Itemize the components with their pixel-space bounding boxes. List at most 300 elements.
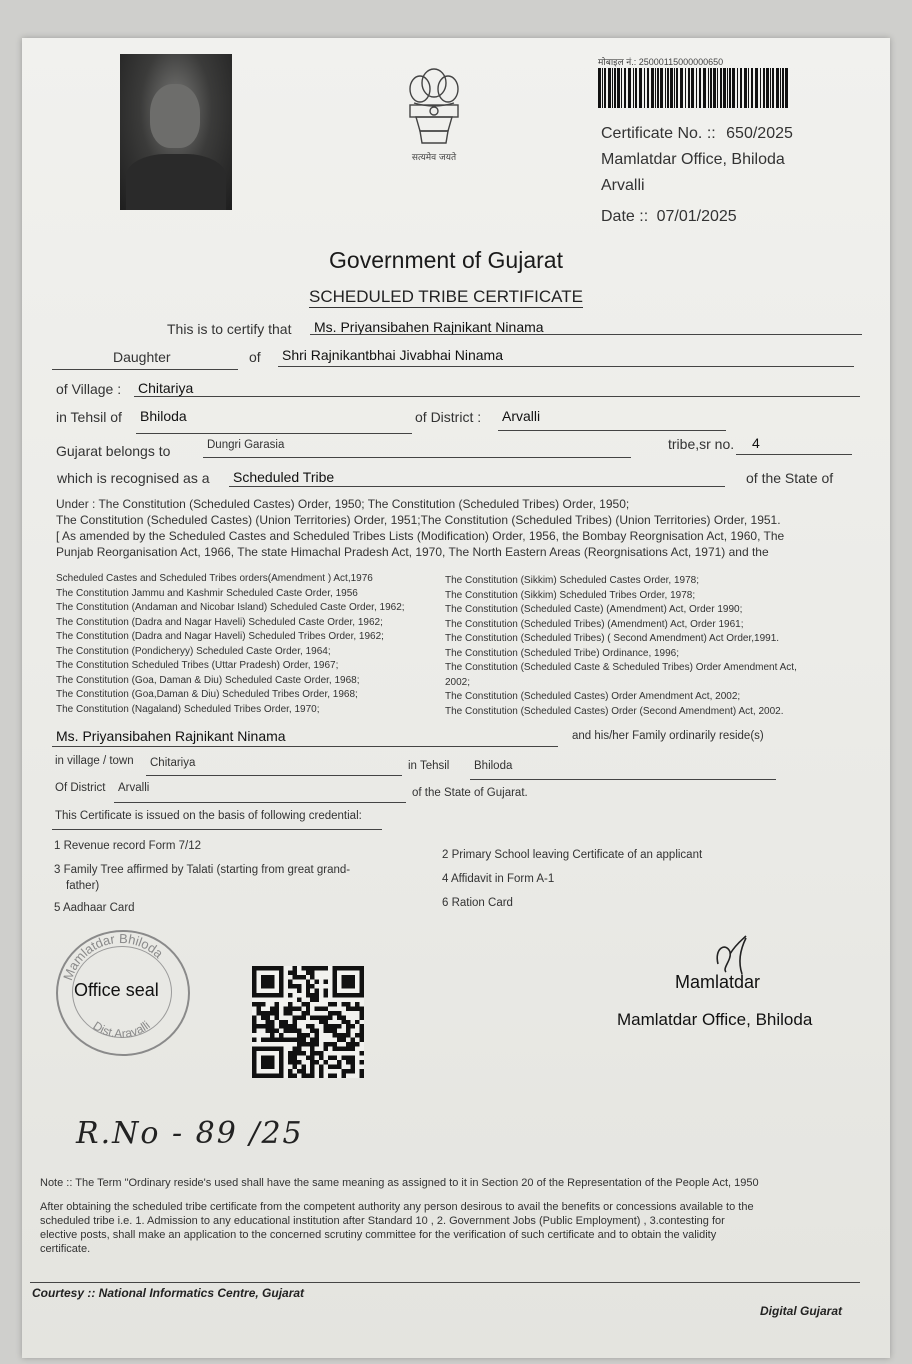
qr-module: [342, 1002, 346, 1006]
qr-module: [306, 1002, 310, 1006]
qr-module: [319, 1015, 323, 1019]
qr-module: [297, 997, 301, 1001]
qr-module: [256, 1002, 260, 1006]
qr-module: [355, 1042, 359, 1046]
qr-module: [337, 1011, 341, 1015]
qr-module: [292, 1051, 296, 1055]
qr-module: [292, 966, 296, 970]
qr-module: [310, 1074, 314, 1078]
qr-module: [297, 1051, 301, 1055]
barcode-bar: [680, 68, 683, 108]
qr-module: [297, 1038, 301, 1042]
qr-module: [315, 966, 319, 970]
qr-module: [306, 966, 310, 970]
qr-module: [319, 1074, 323, 1078]
qr-module: [355, 1020, 359, 1024]
qr-module: [288, 1024, 292, 1028]
order-item: The Constitution Scheduled Tribes (Uttar Pradesh) Order, 1967;: [56, 660, 339, 671]
qr-module: [270, 1011, 274, 1015]
qr-module: [270, 1020, 274, 1024]
residence-state-label: of the State of Gujarat.: [412, 787, 528, 799]
office-seal-label: Office seal: [74, 980, 159, 1000]
qr-module: [342, 1015, 346, 1019]
qr-module: [306, 1011, 310, 1015]
barcode-bar: [617, 68, 620, 108]
village-value: Chitariya: [138, 380, 194, 396]
qr-module: [292, 1056, 296, 1060]
qr-module: [252, 1038, 256, 1042]
note-text: Note :: The Term "Ordinary reside's used shall have the same meaning as assigned to it in Section 20 of the Representation of the People Act, 1950: [40, 1177, 759, 1189]
after-line: After obtaining the scheduled tribe certificate from the competent authority any person desirous to avail the benefits or concessions available to the: [40, 1201, 754, 1213]
order-item: Scheduled Castes and Scheduled Tribes orders(Amendment ) Act,1976: [56, 573, 373, 584]
barcode-bar: [740, 68, 742, 108]
barcode-bar: [651, 68, 654, 108]
barcode-bar: [737, 68, 738, 108]
subtitle-text: SCHEDULED TRIBE CERTIFICATE: [309, 287, 583, 306]
qr-module: [342, 975, 355, 988]
qr-module: [360, 1024, 364, 1028]
qr-module: [301, 966, 305, 970]
certificate-date: 07/01/2025: [656, 208, 737, 225]
barcode-bar: [710, 68, 712, 108]
qr-module: [297, 1042, 301, 1046]
qr-module: [288, 1056, 292, 1060]
barcode-bar: [751, 68, 753, 108]
order-item: The Constitution (Dadra and Nagar Haveli) Scheduled Caste Order, 1962;: [56, 616, 383, 628]
qr-module: [283, 1038, 287, 1042]
barcode-bar: [766, 68, 769, 108]
under-line: Under : The Constitution (Scheduled Castes) Order, 1950; The Constitution (Scheduled Tribes) Order, 1950;: [56, 497, 630, 511]
page-title: Government of Gujarat: [329, 247, 563, 273]
barcode-bar: [614, 68, 616, 108]
qr-module: [256, 1024, 260, 1028]
photo-body: [126, 154, 226, 210]
qr-module: [310, 1065, 314, 1069]
qr-module: [283, 1011, 287, 1015]
qr-module: [328, 1011, 332, 1015]
district-value: Arvalli: [502, 408, 541, 424]
qr-module: [333, 1047, 337, 1051]
qr-module: [274, 1029, 278, 1033]
barcode-bar: [624, 68, 626, 108]
qr-module: [292, 1074, 296, 1078]
after-text: [40, 1200, 860, 1256]
qr-module: [301, 975, 305, 979]
state-label: of the State of: [746, 470, 834, 486]
qr-module: [270, 1029, 274, 1033]
orders-right: [445, 574, 797, 719]
qr-module: [252, 1029, 256, 1033]
qr-module: [292, 1020, 296, 1024]
barcode-bar: [685, 68, 686, 108]
barcode-bar: [691, 68, 694, 108]
qr-module: [324, 966, 328, 970]
qr-module: [297, 1047, 301, 1051]
under-text: [56, 496, 856, 560]
qr-module: [301, 1033, 305, 1037]
order-item: The Constitution (Andaman and Nicobar Island) Scheduled Caste Order, 1962;: [56, 602, 405, 613]
certificate-subtitle: [0, 287, 892, 307]
qr-module: [301, 1002, 305, 1006]
qr-module: [360, 1006, 364, 1010]
qr-module: [319, 1065, 323, 1069]
qr-module: [333, 1074, 337, 1078]
qr-module: [301, 1074, 305, 1078]
qr-module: [360, 1038, 364, 1042]
qr-module: [297, 1069, 301, 1073]
qr-module: [337, 1033, 341, 1037]
qr-module: [360, 1015, 364, 1019]
qr-module: [324, 993, 328, 997]
tribe-sr-value: 4: [752, 435, 760, 451]
qr-module: [351, 1038, 355, 1042]
qr-module: [288, 1006, 292, 1010]
village-underline: [134, 396, 860, 397]
qr-module: [342, 1074, 346, 1078]
qr-module: [252, 1024, 256, 1028]
qr-module: [315, 1060, 319, 1064]
qr-module: [324, 1024, 328, 1028]
qr-module: [297, 1006, 301, 1010]
qr-module: [342, 1056, 346, 1060]
qr-module: [328, 1065, 332, 1069]
qr-module: [315, 979, 319, 983]
qr-module: [279, 1020, 283, 1024]
residence-village: Chitariya: [150, 757, 196, 769]
residence-village-label: in village / town: [55, 755, 134, 767]
credential-item: 4 Affidavit in Form A-1: [442, 873, 555, 885]
header-district: Arvalli: [601, 177, 645, 194]
qr-module: [261, 1038, 265, 1042]
handwritten-reference: R.No - 89 /25: [76, 1116, 304, 1151]
order-item: The Constitution (Nagaland) Scheduled Tribes Order, 1970;: [56, 703, 320, 715]
qr-module: [261, 1024, 265, 1028]
barcode-bar: [621, 68, 622, 108]
qr-module: [324, 1042, 328, 1046]
certificate-no-label: Certificate No. ::: [601, 125, 716, 142]
qr-module: [360, 1069, 364, 1073]
qr-module: [355, 1033, 359, 1037]
order-item: The Constitution (Sikkim) Scheduled Tribes Order, 1978;: [445, 589, 696, 601]
qr-module: [319, 1006, 323, 1010]
qr-module: [346, 1042, 350, 1046]
credentials-left: [54, 838, 350, 916]
qr-module: [261, 1011, 265, 1015]
qr-module: [297, 988, 301, 992]
order-item: The Constitution Jammu and Kashmir Scheduled Caste Order, 1956: [56, 587, 358, 599]
barcode-bar: [660, 68, 663, 108]
tehsil-underline: [136, 433, 412, 434]
barcode-bar: [729, 68, 731, 108]
qr-module: [256, 1006, 260, 1010]
qr-module: [310, 1038, 314, 1042]
qr-module: [310, 1047, 314, 1051]
barcode-bar: [732, 68, 735, 108]
qr-module: [328, 1024, 332, 1028]
qr-module: [297, 1029, 301, 1033]
qr-module: [360, 1011, 364, 1015]
qr-module: [292, 1029, 296, 1033]
qr-module: [301, 1038, 305, 1042]
recognised-underline: [229, 486, 725, 487]
qr-module: [288, 1002, 292, 1006]
qr-module: [274, 1006, 278, 1010]
after-line: elective posts, shall make an application to the concerned scrutiny committee for the verification of such certificate and to obtain the validity: [40, 1229, 717, 1241]
qr-module: [328, 1042, 332, 1046]
qr-module: [310, 1069, 314, 1073]
applicant-name: Ms. Priyansibahen Rajnikant Ninama: [314, 319, 544, 335]
qr-module: [310, 1056, 314, 1060]
qr-module: [360, 1074, 364, 1078]
courtesy-text: Courtesy :: National Informatics Centre, Gujarat: [32, 1286, 305, 1300]
qr-module: [337, 1015, 341, 1019]
qr-module: [310, 1024, 314, 1028]
qr-module: [324, 1020, 328, 1024]
qr-module: [315, 1029, 319, 1033]
qr-module: [324, 979, 328, 983]
barcode-bar: [633, 68, 634, 108]
qr-module: [261, 975, 274, 988]
qr-module: [310, 1051, 314, 1055]
qr-module: [315, 1015, 319, 1019]
qr-module: [265, 1020, 269, 1024]
qr-module: [337, 1060, 341, 1064]
qr-module: [310, 993, 314, 997]
qr-module: [279, 1033, 283, 1037]
qr-module: [337, 1065, 341, 1069]
footer-divider: [30, 1282, 860, 1283]
barcode-bar: [674, 68, 675, 108]
qr-module: [297, 1060, 301, 1064]
qr-module: [292, 1047, 296, 1051]
barcode-bar: [688, 68, 690, 108]
qr-module: [292, 1065, 296, 1069]
qr-module: [297, 1033, 301, 1037]
order-item: The Constitution (Scheduled Tribe) Ordinance, 1996;: [445, 647, 680, 659]
district-underline: [498, 430, 726, 431]
residence-tehsil: Bhiloda: [474, 760, 513, 772]
qr-module: [279, 1038, 283, 1042]
qr-module: [328, 1074, 332, 1078]
qr-module: [265, 1011, 269, 1015]
order-item: The Constitution (Scheduled Castes) Order (Second Amendment) Act, 2002.: [445, 705, 784, 717]
qr-module: [301, 1015, 305, 1019]
barcode-bar: [667, 68, 669, 108]
qr-module: [324, 1006, 328, 1010]
qr-module: [288, 979, 292, 983]
qr-module: [310, 970, 314, 974]
qr-module: [360, 1060, 364, 1064]
qr-module: [333, 1065, 337, 1069]
barcode-bar: [699, 68, 701, 108]
qr-module: [310, 984, 314, 988]
qr-module: [306, 1024, 310, 1028]
qr-module: [306, 993, 310, 997]
residence-name-underline: [52, 746, 558, 747]
qr-module: [324, 1015, 328, 1019]
qr-module: [346, 1060, 350, 1064]
barcode-bar: [598, 68, 601, 108]
qr-module: [328, 1015, 332, 1019]
qr-module: [306, 1056, 310, 1060]
qr-module: [337, 1024, 341, 1028]
qr-module: [342, 1038, 346, 1042]
residence-tehsil-underline: [470, 779, 776, 780]
barcode-bar: [628, 68, 631, 108]
credential-item: 5 Aadhaar Card: [54, 902, 135, 914]
qr-module: [310, 1042, 314, 1046]
qr-module: [279, 1024, 283, 1028]
qr-module: [292, 1038, 296, 1042]
qr-module: [306, 970, 310, 974]
credential-item: father): [66, 880, 100, 892]
qr-module: [256, 1011, 260, 1015]
qr-module: [342, 1069, 346, 1073]
recognised-label: which is recognised as a: [57, 470, 210, 486]
barcode-bar: [744, 68, 747, 108]
qr-module: [333, 1042, 337, 1046]
qr-module: [292, 1060, 296, 1064]
qr-module: [328, 1002, 332, 1006]
qr-module: [288, 1011, 292, 1015]
qr-module: [342, 1047, 346, 1051]
barcode-bar: [782, 68, 784, 108]
barcode-label: मोबाइल नं.: 25000115000000650: [598, 57, 724, 67]
order-item: The Constitution (Scheduled Caste) (Amendment) Act, Order 1990;: [445, 604, 743, 615]
under-line: The Constitution (Scheduled Castes) (Union Territories) Order, 1951;The Constitution (Scheduled Tribes) (Union Territories) Order, 1951.: [56, 513, 781, 527]
qr-module: [292, 984, 296, 988]
qr-module: [324, 1029, 328, 1033]
qr-module: [301, 1069, 305, 1073]
qr-module: [319, 1069, 323, 1073]
under-line: [ As amended by the Scheduled Castes and Scheduled Tribes Lists (Modification) Order, 1956, the Bombay Reorgnisation Act, 1960, The: [56, 529, 785, 543]
order-item: The Constitution (Dadra and Nagar Haveli) Scheduled Tribes Order, 1962;: [56, 631, 384, 642]
qr-module: [315, 993, 319, 997]
reside-label: and his/her Family ordinarily reside(s): [572, 730, 764, 742]
barcode-bar: [776, 68, 779, 108]
barcode-bar: [727, 68, 728, 108]
qr-module: [292, 1006, 296, 1010]
qr-module: [346, 1020, 350, 1024]
qr-module: [310, 1015, 314, 1019]
qr-module: [261, 1056, 274, 1069]
qr-module: [315, 997, 319, 1001]
qr-module: [333, 1033, 337, 1037]
qr-module: [360, 1033, 364, 1037]
qr-module: [346, 1002, 350, 1006]
signatory-title: Mamlatdar: [675, 972, 761, 992]
credential-intro-underline: [52, 829, 382, 830]
qr-module: [337, 1038, 341, 1042]
qr-module: [333, 1011, 337, 1015]
qr-module: [328, 1029, 332, 1033]
qr-module: [261, 1015, 265, 1019]
credential-item: 6 Ration Card: [442, 897, 513, 909]
qr-module: [301, 1011, 305, 1015]
qr-module: [288, 1060, 292, 1064]
barcode-bar: [703, 68, 706, 108]
qr-module: [319, 1056, 323, 1060]
district-label: of District :: [415, 409, 482, 425]
tribe-sr-label: tribe,sr no.: [668, 436, 735, 452]
qr-module: [360, 1051, 364, 1055]
qr-module: [252, 1002, 256, 1006]
qr-module: [355, 1002, 359, 1006]
barcode-bar: [612, 68, 613, 108]
barcode-bar: [763, 68, 765, 108]
qr-module: [315, 1038, 319, 1042]
qr-module: [301, 1042, 305, 1046]
certify-intro: This is to certify that: [167, 321, 292, 337]
credentials-right: [442, 843, 702, 915]
orders-left: [56, 572, 405, 717]
village-label: of Village :: [56, 381, 122, 397]
qr-module: [351, 1006, 355, 1010]
qr-module: [274, 1002, 278, 1006]
residence-district-underline: [114, 802, 406, 803]
qr-module: [328, 1056, 332, 1060]
seal-ring-top: Mamlatdar Bhiloda: [60, 930, 167, 983]
qr-module: [270, 1006, 274, 1010]
qr-module: [252, 1020, 256, 1024]
qr-module: [319, 1051, 323, 1055]
tehsil-value: Bhiloda: [140, 408, 187, 424]
qr-module: [351, 1065, 355, 1069]
barcode-bar: [604, 68, 606, 108]
credential-item: 1 Revenue record Form 7/12: [54, 840, 202, 852]
signatory-office: Mamlatdar Office, Bhiloda: [617, 1010, 813, 1029]
qr-module: [297, 1015, 301, 1019]
qr-module: [319, 966, 323, 970]
qr-module: [333, 1024, 337, 1028]
qr-module: [324, 1047, 328, 1051]
order-item: The Constitution (Pondicheryy) Scheduled Caste Order, 1964;: [56, 645, 331, 657]
qr-module: [346, 1033, 350, 1037]
qr-module: [315, 1033, 319, 1037]
barcode-bar: [760, 68, 761, 108]
qr-module: [306, 1033, 310, 1037]
qr-module: [310, 975, 314, 979]
qr-module: [346, 1029, 350, 1033]
qr-module: [270, 1024, 274, 1028]
date-line: [601, 208, 737, 226]
qr-module: [301, 1065, 305, 1069]
header-office: Mamlatdar Office, Bhiloda: [601, 151, 785, 168]
qr-module: [306, 1074, 310, 1078]
barcode-bar: [639, 68, 642, 108]
qr-module: [351, 1060, 355, 1064]
qr-module: [288, 1029, 292, 1033]
qr-module: [283, 1006, 287, 1010]
qr-module: [270, 1038, 274, 1042]
barcode-bar: [717, 68, 718, 108]
qr-module: [274, 1011, 278, 1015]
residence-district-label: Of District: [55, 782, 106, 794]
barcode-bar: [635, 68, 637, 108]
qr-module: [315, 1042, 319, 1046]
barcode-bar: [647, 68, 649, 108]
credential-item: 3 Family Tree affirmed by Talati (starting from great grand-: [54, 864, 351, 876]
qr-module: [315, 1051, 319, 1055]
qr-module: [288, 1051, 292, 1055]
qr-code: [252, 966, 364, 1078]
tribe-underline: [203, 457, 631, 458]
certificate-no: 650/2025: [726, 125, 793, 142]
recognised-value: Scheduled Tribe: [233, 469, 335, 485]
order-item: The Constitution (Sikkim) Scheduled Castes Order, 1978;: [445, 575, 700, 586]
qr-module: [324, 988, 328, 992]
qr-module: [346, 1024, 350, 1028]
